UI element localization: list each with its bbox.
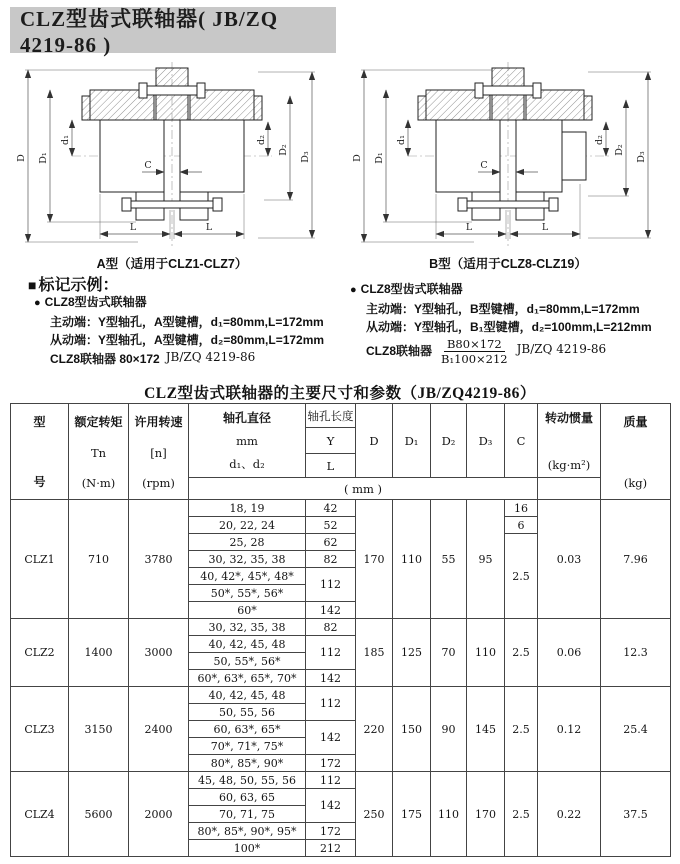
cell-speed: 2400 xyxy=(129,687,189,772)
dim-label-d1-cap: D₁ xyxy=(38,152,49,164)
cell-mass: 12.3 xyxy=(601,619,671,687)
cell-mass: 37.5 xyxy=(601,772,671,857)
standard-ref: JB/ZQ 4219-86 xyxy=(165,349,256,364)
cell-bore-length: 172 xyxy=(306,823,356,840)
dim-label-d2: d₂ xyxy=(594,135,605,145)
marking-right-line2: 从动端：Y型轴孔，B₁型键槽，d₂=100mm,L=212mm xyxy=(366,320,652,334)
col-header-torque: 额定转矩 Tn (N·m) xyxy=(69,404,129,500)
dim-label-l-right: L xyxy=(541,222,549,233)
cell-speed: 2000 xyxy=(129,772,189,857)
cell-bore-diameters: 30, 32, 35, 38 xyxy=(189,551,306,568)
col-header-bore-length: 轴孔长度 xyxy=(306,404,356,428)
cell-inertia: 0.03 xyxy=(538,500,601,619)
standard-ref: JB/ZQ 4219-86 xyxy=(516,341,607,356)
table-row xyxy=(11,772,671,789)
marking-left-line2: 从动端：Y型轴孔，A型键槽，d₂=80mm,L=172mm xyxy=(50,333,325,347)
cell-bore-length: 42 xyxy=(306,500,356,517)
cell-D3: 145 xyxy=(467,687,505,772)
cell-D2: 55 xyxy=(431,500,467,619)
col-header-bore: 轴孔直径 mm d₁、d₂ xyxy=(189,404,306,478)
marking-example-heading: ■ 标记示例： xyxy=(28,277,119,294)
col-header-D3: D₃ xyxy=(467,404,505,478)
cell-D1: 125 xyxy=(393,619,431,687)
coupling-section-a xyxy=(72,62,272,246)
cell-model: CLZ3 xyxy=(11,687,69,772)
cell-bore-length: 52 xyxy=(306,517,356,534)
dim-label-d2: d₂ xyxy=(256,135,267,145)
dim-label-l-left: L xyxy=(465,222,473,233)
cell-bore-length: 212 xyxy=(306,840,356,857)
cell-bore-length: 112 xyxy=(306,687,356,721)
cell-C: 2.5 xyxy=(505,772,538,857)
cell-bore-length: 82 xyxy=(306,551,356,568)
cell-torque: 3150 xyxy=(69,687,129,772)
circle-bullet-icon: ● xyxy=(350,284,357,296)
cell-bore-diameters: 100* xyxy=(189,840,306,857)
cell-speed: 3780 xyxy=(129,500,189,619)
cell-bore-diameters: 25, 28 xyxy=(189,534,306,551)
cell-bore-length: 172 xyxy=(306,755,356,772)
table-row xyxy=(11,500,671,517)
dim-label-c: C xyxy=(480,160,488,171)
cell-bore-length: 142 xyxy=(306,602,356,619)
marking-example-right xyxy=(350,280,652,366)
cell-bore-diameters: 50*, 55*, 56* xyxy=(189,585,306,602)
cell-bore-diameters: 40, 42, 45, 48 xyxy=(189,687,306,704)
dim-label-d3-cap: D₃ xyxy=(636,151,647,163)
table-row xyxy=(11,687,671,704)
col-header-inertia: 转动惯量 (kg·m²) xyxy=(538,404,601,478)
cell-D: 250 xyxy=(356,772,393,857)
coupling-section-b xyxy=(408,62,610,246)
col-header-D1: D₁ xyxy=(393,404,431,478)
cell-bore-diameters: 80*, 85*, 90*, 95* xyxy=(189,823,306,840)
cell-mass: 7.96 xyxy=(601,500,671,619)
cell-bore-diameters: 40, 42, 45, 48 xyxy=(189,636,306,653)
cell-bore-diameters: 70*, 71*, 75* xyxy=(189,738,306,755)
cell-D: 220 xyxy=(356,687,393,772)
cell-bore-length: 112 xyxy=(306,636,356,670)
cell-bore-diameters: 20, 22, 24 xyxy=(189,517,306,534)
cell-mass: 25.4 xyxy=(601,687,671,772)
cell-bore-diameters: 60, 63, 65 xyxy=(189,789,306,806)
cell-D3: 95 xyxy=(467,500,505,619)
spec-table-header xyxy=(11,404,671,500)
dim-label-d3-cap: D₃ xyxy=(300,151,311,163)
cell-bore-length: 142 xyxy=(306,670,356,687)
cell-bore-diameters: 80*, 85*, 90* xyxy=(189,755,306,772)
dim-label-d2-cap: D₂ xyxy=(278,144,289,156)
cell-bore-length: 112 xyxy=(306,568,356,602)
cell-bore-diameters: 50, 55*, 56* xyxy=(189,653,306,670)
cell-inertia: 0.12 xyxy=(538,687,601,772)
cell-C: 2.5 xyxy=(505,687,538,772)
cell-torque: 710 xyxy=(69,500,129,619)
table-title: CLZ型齿式联轴器的主要尺寸和参数（JB/ZQ4219-86） xyxy=(144,385,536,402)
cell-speed: 3000 xyxy=(129,619,189,687)
dim-label-d1: d₁ xyxy=(396,135,407,145)
dim-label-c: C xyxy=(144,160,152,171)
cell-bore-length: 112 xyxy=(306,772,356,789)
cell-torque: 1400 xyxy=(69,619,129,687)
cell-D2: 90 xyxy=(431,687,467,772)
dim-label-l-right: L xyxy=(205,222,213,233)
cell-bore-diameters: 30, 32, 35, 38 xyxy=(189,619,306,636)
designation-fraction: $\frac{B80\times 172}{\text{B₁100×212}}$ xyxy=(441,336,508,366)
spec-table-body xyxy=(11,500,671,857)
cell-model: CLZ1 xyxy=(11,500,69,619)
cell-bore-diameters: 45, 48, 50, 55, 56 xyxy=(189,772,306,789)
col-header-D: D xyxy=(356,404,393,478)
col-header-length-y: Y xyxy=(306,428,356,454)
marking-example-left xyxy=(34,293,324,368)
col-header-mass: 质量 (kg) xyxy=(601,404,671,500)
square-bullet-icon: ■ xyxy=(28,277,37,293)
caption-type-b: B型（适用于CLZ8-CLZ19） xyxy=(429,257,587,271)
col-header-model: 型 号 xyxy=(11,404,69,500)
marking-right-line1: 主动端：Y型轴孔，B型键槽，d₁=80mm,L=172mm xyxy=(366,301,640,316)
cell-C: 6 xyxy=(505,517,538,534)
cell-model: CLZ2 xyxy=(11,619,69,687)
cell-bore-length: 142 xyxy=(306,721,356,755)
col-header-length-l: L xyxy=(306,454,356,478)
unit-row-mm: ( mm ) xyxy=(189,478,538,500)
cell-model: CLZ4 xyxy=(11,772,69,857)
dim-label-d2-cap: D₂ xyxy=(614,144,625,156)
dim-label-d1-cap: D₁ xyxy=(374,152,385,164)
col-header-D2: D₂ xyxy=(431,404,467,478)
dim-label-d1: d₁ xyxy=(60,135,71,145)
cell-bore-diameters: 60*, 63*, 65*, 70* xyxy=(189,670,306,687)
cell-bore-diameters: 50, 55, 56 xyxy=(189,704,306,721)
cell-bore-diameters: 70, 71, 75 xyxy=(189,806,306,823)
marking-left-line3: CLZ8联轴器 80×172 JB/ZQ 4219-86 xyxy=(50,349,256,366)
cell-inertia: 0.06 xyxy=(538,619,601,687)
drawing-type-b xyxy=(348,60,668,252)
cell-inertia: 0.22 xyxy=(538,772,601,857)
page-title-bar xyxy=(10,6,336,57)
marking-left-title: ● CLZ8型齿式联轴器 xyxy=(34,295,147,309)
cell-D: 170 xyxy=(356,500,393,619)
cell-bore-diameters: 40, 42*, 45*, 48* xyxy=(189,568,306,585)
col-header-C: C xyxy=(505,404,538,478)
dim-label-d: D xyxy=(16,154,27,162)
col-header-speed: 许用转速 [n] (rpm) xyxy=(129,404,189,500)
cell-C: 2.5 xyxy=(505,534,538,619)
cell-D2: 110 xyxy=(431,772,467,857)
cell-D1: 150 xyxy=(393,687,431,772)
cell-D1: 110 xyxy=(393,500,431,619)
spec-table xyxy=(10,403,671,857)
cell-D: 185 xyxy=(356,619,393,687)
dim-label-l-left: L xyxy=(129,222,137,233)
dim-label-d: D xyxy=(352,154,363,162)
cell-C: 16 xyxy=(505,500,538,517)
marking-left-line1: 主动端：Y型轴孔，A型键槽，d₁=80mm,L=172mm xyxy=(50,314,324,329)
circle-bullet-icon: ● xyxy=(34,297,41,309)
cell-C: 2.5 xyxy=(505,619,538,687)
cell-bore-length: 142 xyxy=(306,789,356,823)
cell-torque: 5600 xyxy=(69,772,129,857)
cell-D3: 110 xyxy=(467,619,505,687)
cell-bore-diameters: 60* xyxy=(189,602,306,619)
marking-right-line3: CLZ8联轴器 $\frac{B80\times 172}{\text{B₁100×212}}$ JB/ZQ 4219-86 xyxy=(366,336,607,366)
cell-D1: 175 xyxy=(393,772,431,857)
page-title: CLZ型齿式联轴器( JB/ZQ 4219-86 ) xyxy=(20,6,279,57)
cell-bore-length: 62 xyxy=(306,534,356,551)
caption-type-a: A型（适用于CLZ1-CLZ7） xyxy=(96,257,248,271)
cell-D3: 170 xyxy=(467,772,505,857)
unit-row-empty xyxy=(538,478,601,500)
table-row xyxy=(11,619,671,636)
cell-bore-length: 82 xyxy=(306,619,356,636)
cell-bore-diameters: 60, 63*, 65* xyxy=(189,721,306,738)
cell-D2: 70 xyxy=(431,619,467,687)
marking-right-title: ● CLZ8型齿式联轴器 xyxy=(350,282,463,296)
drawing-type-a xyxy=(12,60,332,252)
cell-bore-diameters: 18, 19 xyxy=(189,500,306,517)
